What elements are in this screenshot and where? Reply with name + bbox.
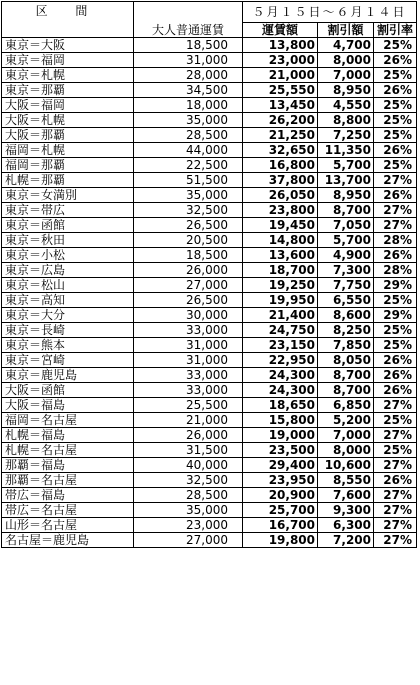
route-cell: 那覇＝福島 <box>2 458 134 473</box>
operating-fare-cell: 24,750 <box>243 323 318 338</box>
adult-fare-cell: 33,000 <box>134 368 243 383</box>
route-header: 区 間 <box>2 2 134 38</box>
table-row <box>2 398 417 413</box>
discount-rate-cell: 25% <box>374 293 417 308</box>
route-cell: 大阪＝福島 <box>2 398 134 413</box>
discount-rate-cell: 26% <box>374 473 417 488</box>
discount-rate-cell: 25% <box>374 323 417 338</box>
discount-amount-cell: 13,700 <box>318 173 374 188</box>
discount-amount-cell: 7,750 <box>318 278 374 293</box>
table-row <box>2 518 417 533</box>
discount-amount-cell: 8,050 <box>318 353 374 368</box>
discount-rate-cell: 27% <box>374 203 417 218</box>
adult-fare-cell: 33,000 <box>134 383 243 398</box>
adult-fare-header: 大人普通運賃 <box>134 2 243 38</box>
adult-fare-cell: 28,500 <box>134 488 243 503</box>
table-row <box>2 383 417 398</box>
adult-fare-cell: 21,000 <box>134 413 243 428</box>
discount-rate-cell: 27% <box>374 458 417 473</box>
discount-amount-cell: 6,550 <box>318 293 374 308</box>
discount-rate-cell: 25% <box>374 68 417 83</box>
operating-fare-cell: 19,800 <box>243 533 318 548</box>
adult-fare-cell: 20,500 <box>134 233 243 248</box>
operating-fare-cell: 24,300 <box>243 368 318 383</box>
discount-amount-cell: 7,300 <box>318 263 374 278</box>
discount-rate-cell: 26% <box>374 53 417 68</box>
route-cell: 福岡＝札幌 <box>2 143 134 158</box>
operating-fare-cell: 19,950 <box>243 293 318 308</box>
operating-fare-cell: 19,450 <box>243 218 318 233</box>
adult-fare-cell: 32,500 <box>134 473 243 488</box>
route-cell: 山形＝名古屋 <box>2 518 134 533</box>
route-cell: 東京＝熊本 <box>2 338 134 353</box>
discount-amount-cell: 11,350 <box>318 143 374 158</box>
table-row <box>2 68 417 83</box>
route-cell: 東京＝小松 <box>2 248 134 263</box>
adult-fare-cell: 35,000 <box>134 503 243 518</box>
table-row <box>2 113 417 128</box>
discount-amount-cell: 6,300 <box>318 518 374 533</box>
discount-rate-cell: 25% <box>374 98 417 113</box>
discount-rate-cell: 27% <box>374 173 417 188</box>
discount-amount-cell: 8,700 <box>318 368 374 383</box>
discount-rate-cell: 25% <box>374 413 417 428</box>
adult-fare-cell: 35,000 <box>134 113 243 128</box>
discount-amount-cell: 7,000 <box>318 68 374 83</box>
adult-fare-cell: 34,500 <box>134 83 243 98</box>
table-row <box>2 308 417 323</box>
operating-fare-cell: 14,800 <box>243 233 318 248</box>
operating-fare-cell: 22,950 <box>243 353 318 368</box>
adult-fare-cell: 31,500 <box>134 443 243 458</box>
operating-fare-cell: 26,050 <box>243 188 318 203</box>
discount-amount-cell: 7,050 <box>318 218 374 233</box>
operating-fare-cell: 13,600 <box>243 248 318 263</box>
table-row <box>2 458 417 473</box>
adult-fare-cell: 31,000 <box>134 53 243 68</box>
discount-amount-cell: 7,250 <box>318 128 374 143</box>
discount-rate-cell: 26% <box>374 143 417 158</box>
adult-fare-cell: 30,000 <box>134 308 243 323</box>
route-cell: 大阪＝福岡 <box>2 98 134 113</box>
discount-rate-cell: 26% <box>374 383 417 398</box>
table-row <box>2 293 417 308</box>
route-cell: 札幌＝福島 <box>2 428 134 443</box>
adult-fare-cell: 32,500 <box>134 203 243 218</box>
discount-rate-cell: 26% <box>374 248 417 263</box>
operating-fare-cell: 23,950 <box>243 473 318 488</box>
table-row <box>2 53 417 68</box>
table-row <box>2 98 417 113</box>
adult-fare-cell: 31,000 <box>134 353 243 368</box>
discount-rate-cell: 25% <box>374 158 417 173</box>
table-row <box>2 503 417 518</box>
discount-amount-cell: 10,600 <box>318 458 374 473</box>
discount-amount-cell: 6,850 <box>318 398 374 413</box>
route-cell: 名古屋＝鹿児島 <box>2 533 134 548</box>
operating-fare-cell: 26,200 <box>243 113 318 128</box>
route-cell: 福岡＝那覇 <box>2 158 134 173</box>
table-row <box>2 158 417 173</box>
discount-amount-cell: 8,950 <box>318 83 374 98</box>
discount-amount-cell: 4,550 <box>318 98 374 113</box>
table-row <box>2 443 417 458</box>
operating-fare-cell: 16,700 <box>243 518 318 533</box>
discount-amount-cell: 8,000 <box>318 53 374 68</box>
route-cell: 福岡＝名古屋 <box>2 413 134 428</box>
route-cell: 札幌＝名古屋 <box>2 443 134 458</box>
operating-fare-cell: 25,550 <box>243 83 318 98</box>
route-cell: 東京＝松山 <box>2 278 134 293</box>
route-cell: 大阪＝那覇 <box>2 128 134 143</box>
route-cell: 東京＝高知 <box>2 293 134 308</box>
period-header: ５月１５日～６月１４日 <box>243 2 417 23</box>
adult-fare-cell: 26,500 <box>134 218 243 233</box>
table-row <box>2 188 417 203</box>
adult-fare-cell: 25,500 <box>134 398 243 413</box>
discount-rate-cell: 26% <box>374 83 417 98</box>
operating-fare-cell: 15,800 <box>243 413 318 428</box>
operating-fare-cell: 16,800 <box>243 158 318 173</box>
discount-rate-cell: 26% <box>374 353 417 368</box>
route-cell: 東京＝長崎 <box>2 323 134 338</box>
adult-fare-cell: 35,000 <box>134 188 243 203</box>
discount-rate-header: 割引率 <box>374 23 417 38</box>
fare-table-body <box>2 38 417 548</box>
adult-fare-cell: 18,500 <box>134 248 243 263</box>
table-row <box>2 323 417 338</box>
discount-amount-cell: 8,000 <box>318 443 374 458</box>
discount-rate-cell: 27% <box>374 488 417 503</box>
operating-fare-cell: 25,700 <box>243 503 318 518</box>
discount-rate-cell: 25% <box>374 338 417 353</box>
discount-amount-cell: 9,300 <box>318 503 374 518</box>
discount-rate-cell: 28% <box>374 263 417 278</box>
table-row <box>2 263 417 278</box>
route-cell: 帯広＝福島 <box>2 488 134 503</box>
discount-rate-cell: 25% <box>374 443 417 458</box>
discount-amount-cell: 8,950 <box>318 188 374 203</box>
table-row <box>2 128 417 143</box>
operating-fare-cell: 23,800 <box>243 203 318 218</box>
adult-fare-cell: 44,000 <box>134 143 243 158</box>
operating-fare-cell: 21,400 <box>243 308 318 323</box>
table-row <box>2 203 417 218</box>
route-cell: 東京＝大阪 <box>2 38 134 53</box>
table-row <box>2 368 417 383</box>
operating-fare-cell: 32,650 <box>243 143 318 158</box>
discount-rate-cell: 29% <box>374 278 417 293</box>
table-row <box>2 428 417 443</box>
table-row <box>2 413 417 428</box>
discount-amount-cell: 4,900 <box>318 248 374 263</box>
adult-fare-cell: 31,000 <box>134 338 243 353</box>
route-cell: 東京＝女満別 <box>2 188 134 203</box>
operating-fare-cell: 24,300 <box>243 383 318 398</box>
operating-fare-cell: 37,800 <box>243 173 318 188</box>
adult-fare-cell: 27,000 <box>134 533 243 548</box>
adult-fare-cell: 28,000 <box>134 68 243 83</box>
adult-fare-cell: 33,000 <box>134 323 243 338</box>
discount-amount-cell: 7,200 <box>318 533 374 548</box>
route-cell: 東京＝宮崎 <box>2 353 134 368</box>
discount-rate-cell: 25% <box>374 113 417 128</box>
route-cell: 帯広＝名古屋 <box>2 503 134 518</box>
discount-amount-cell: 5,200 <box>318 413 374 428</box>
adult-fare-cell: 40,000 <box>134 458 243 473</box>
discount-rate-cell: 27% <box>374 503 417 518</box>
route-cell: 大阪＝函館 <box>2 383 134 398</box>
table-row <box>2 83 417 98</box>
route-cell: 東京＝那覇 <box>2 83 134 98</box>
discount-rate-cell: 28% <box>374 233 417 248</box>
operating-fare-cell: 21,250 <box>243 128 318 143</box>
discount-rate-cell: 27% <box>374 518 417 533</box>
table-row <box>2 278 417 293</box>
discount-rate-cell: 26% <box>374 188 417 203</box>
adult-fare-cell: 28,500 <box>134 128 243 143</box>
adult-fare-cell: 26,000 <box>134 428 243 443</box>
discount-amount-cell: 8,250 <box>318 323 374 338</box>
operating-fare-cell: 19,000 <box>243 428 318 443</box>
adult-fare-cell: 26,000 <box>134 263 243 278</box>
route-cell: 東京＝大分 <box>2 308 134 323</box>
operating-fare-cell: 23,150 <box>243 338 318 353</box>
discount-rate-cell: 27% <box>374 218 417 233</box>
adult-fare-cell: 26,500 <box>134 293 243 308</box>
table-row <box>2 173 417 188</box>
operating-fare-cell: 13,450 <box>243 98 318 113</box>
adult-fare-cell: 18,500 <box>134 38 243 53</box>
route-cell: 東京＝鹿児島 <box>2 368 134 383</box>
operating-fare-cell: 19,250 <box>243 278 318 293</box>
operating-fare-cell: 18,700 <box>243 263 318 278</box>
route-cell: 大阪＝札幌 <box>2 113 134 128</box>
route-cell: 東京＝秋田 <box>2 233 134 248</box>
discount-amount-cell: 8,550 <box>318 473 374 488</box>
discount-amount-cell: 7,850 <box>318 338 374 353</box>
discount-amount-header: 割引額 <box>318 23 374 38</box>
discount-amount-cell: 5,700 <box>318 233 374 248</box>
discount-amount-cell: 8,700 <box>318 203 374 218</box>
route-cell: 東京＝函館 <box>2 218 134 233</box>
table-row <box>2 218 417 233</box>
discount-rate-cell: 27% <box>374 428 417 443</box>
table-row <box>2 533 417 548</box>
route-cell: 札幌＝那覇 <box>2 173 134 188</box>
discount-amount-cell: 5,700 <box>318 158 374 173</box>
discount-amount-cell: 4,700 <box>318 38 374 53</box>
table-row <box>2 488 417 503</box>
header-row-1 <box>2 2 417 23</box>
table-row <box>2 353 417 368</box>
route-cell: 東京＝広島 <box>2 263 134 278</box>
operating-fare-cell: 29,400 <box>243 458 318 473</box>
route-cell: 那覇＝名古屋 <box>2 473 134 488</box>
discount-rate-cell: 25% <box>374 38 417 53</box>
adult-fare-cell: 22,500 <box>134 158 243 173</box>
adult-fare-cell: 18,000 <box>134 98 243 113</box>
discount-rate-cell: 27% <box>374 533 417 548</box>
operating-fare-cell: 23,500 <box>243 443 318 458</box>
adult-fare-cell: 51,500 <box>134 173 243 188</box>
operating-fare-header: 運賃額 <box>243 23 318 38</box>
discount-amount-cell: 8,700 <box>318 383 374 398</box>
operating-fare-cell: 18,650 <box>243 398 318 413</box>
discount-amount-cell: 8,600 <box>318 308 374 323</box>
table-row <box>2 38 417 53</box>
adult-fare-cell: 23,000 <box>134 518 243 533</box>
operating-fare-cell: 20,900 <box>243 488 318 503</box>
operating-fare-cell: 23,000 <box>243 53 318 68</box>
discount-amount-cell: 7,000 <box>318 428 374 443</box>
operating-fare-cell: 13,800 <box>243 38 318 53</box>
discount-amount-cell: 8,800 <box>318 113 374 128</box>
table-row <box>2 248 417 263</box>
fare-table <box>1 1 417 548</box>
adult-fare-cell: 27,000 <box>134 278 243 293</box>
table-row <box>2 338 417 353</box>
discount-amount-cell: 7,600 <box>318 488 374 503</box>
discount-rate-cell: 29% <box>374 308 417 323</box>
operating-fare-cell: 21,000 <box>243 68 318 83</box>
discount-rate-cell: 26% <box>374 368 417 383</box>
route-cell: 東京＝帯広 <box>2 203 134 218</box>
route-cell: 東京＝福岡 <box>2 53 134 68</box>
table-row <box>2 143 417 158</box>
discount-rate-cell: 27% <box>374 398 417 413</box>
table-row <box>2 473 417 488</box>
route-cell: 東京＝札幌 <box>2 68 134 83</box>
discount-rate-cell: 25% <box>374 128 417 143</box>
table-row <box>2 233 417 248</box>
